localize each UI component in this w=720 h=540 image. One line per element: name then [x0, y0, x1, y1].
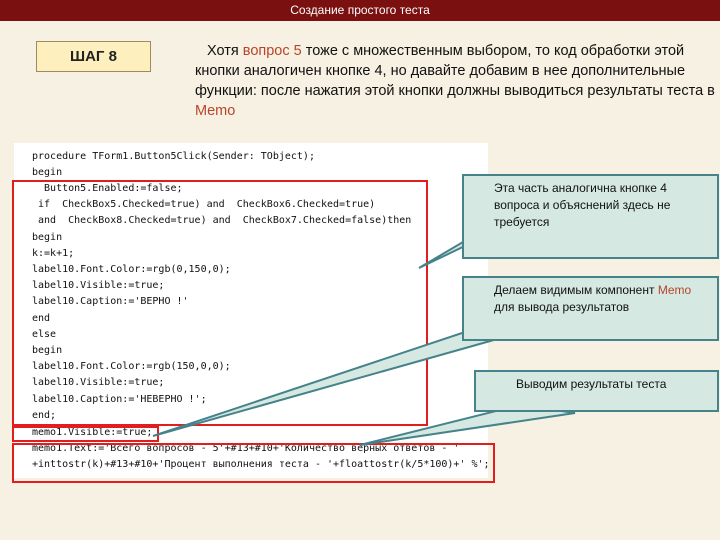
- intro-highlight-memo: Memo: [195, 103, 236, 119]
- callout-similar-code: [462, 174, 719, 259]
- code-line: memo1.Text:='Всего вопросов - 5'+#13+#10+'Количество верных ответов - ': [32, 443, 460, 454]
- callout-results: [474, 370, 719, 412]
- callout-results-text: Выводим результаты теста: [516, 377, 667, 391]
- code-line: label10.Font.Color:=rgb(0,150,0);: [32, 264, 231, 275]
- callout-similar-text: Эта часть аналогична кнопке 4 вопроса и объяснений здесь не требуется: [494, 181, 671, 229]
- code-line: procedure TForm1.Button5Click(Sender: TObject);: [32, 151, 315, 162]
- code-line: label10.Visible:=true;: [32, 280, 165, 291]
- callout-memo-highlight: Memo: [657, 283, 692, 297]
- code-line: k:=k+1;: [32, 248, 75, 259]
- intro-text-1: Хотя: [207, 43, 243, 59]
- callout-memo-text-1: Делаем видимым компонент: [494, 283, 658, 297]
- intro-text-2: тоже с множественным выбором, то код обработки этой кнопки аналогичен кнопке 4, но давайте добавим в нее дополнительные функции: после нажатия этой кнопки должны выводиться результаты теста в: [195, 43, 715, 99]
- code-line: else: [32, 329, 57, 340]
- callout-memo-text-2: для вывода результатов: [494, 300, 630, 314]
- code-line: begin: [32, 232, 63, 243]
- step-label: ШАГ 8: [36, 41, 151, 72]
- code-line: and CheckBox8.Checked=true) and CheckBox7.Checked=false)then: [32, 215, 412, 226]
- code-line: begin: [32, 345, 63, 356]
- code-line: memo1.Visible:=true;: [32, 427, 153, 438]
- code-line: end: [32, 313, 51, 324]
- intro-highlight-question: вопрос 5: [242, 43, 302, 59]
- code-line: +inttostr(k)+#13+#10+'Процент выполнения теста - '+floattostr(k/5*100)+' %';: [32, 459, 490, 470]
- code-line: end;: [32, 410, 57, 421]
- code-line: label10.Visible:=true;: [32, 377, 165, 388]
- code-line: label10.Font.Color:=rgb(150,0,0);: [32, 361, 231, 372]
- code-line: if CheckBox5.Checked=true) and CheckBox6.Checked=true): [32, 199, 376, 210]
- code-line: label10.Caption:='ВЕРНО !': [32, 296, 189, 307]
- slide-title: Создание простого теста: [0, 0, 720, 21]
- code-line: begin: [32, 167, 63, 178]
- callout-memo-visible: [462, 276, 719, 341]
- code-line: label10.Caption:='НЕВЕРНО !';: [32, 394, 207, 405]
- code-line: Button5.Enabled:=false;: [32, 183, 183, 194]
